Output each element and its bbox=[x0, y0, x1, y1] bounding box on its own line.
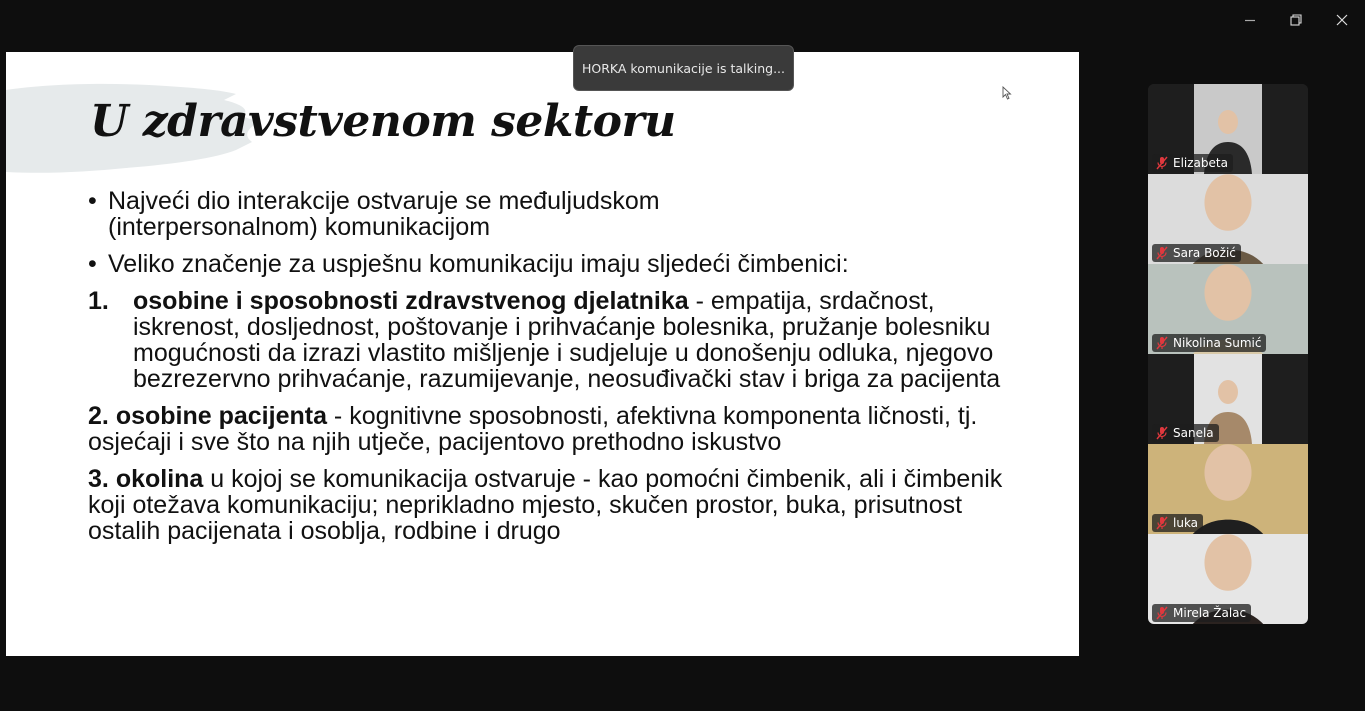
mic-muted-icon bbox=[1156, 606, 1168, 620]
bullet-text: Veliko značenje za uspješnu komunikaciju imaju sljedeći čimbenici: bbox=[108, 250, 849, 278]
item-text bbox=[133, 288, 1018, 392]
item-heading: osobine pacijenta bbox=[115, 402, 327, 430]
mouse-cursor-icon bbox=[1002, 86, 1012, 100]
mic-muted-icon bbox=[1156, 516, 1168, 530]
participant-name-tag bbox=[1152, 604, 1251, 622]
item-description: - kognitivne sposobnosti, afektivna komponenta ličnosti, tj. osjećaji i sve što na njih utječe, pacijentovo prethodno iskustvo bbox=[88, 402, 978, 456]
bullet-text bbox=[108, 188, 660, 240]
bullet-line: (interpersonalnom) komunikacijom bbox=[108, 213, 491, 241]
participant-tile[interactable] bbox=[1148, 444, 1308, 534]
item-number: 2. bbox=[88, 402, 109, 430]
active-speaker-toast bbox=[573, 45, 794, 91]
slide-title: U zdravstvenom sektoru bbox=[90, 96, 676, 147]
participant-tile[interactable] bbox=[1148, 534, 1308, 624]
participant-name-tag bbox=[1152, 154, 1233, 172]
minimize-icon bbox=[1244, 14, 1256, 26]
close-button[interactable] bbox=[1319, 0, 1365, 40]
item-description: - empatija, srdačnost, iskrenost, dosljednost, poštovanje i prihvaćanje bolesnika, pružanje bolesniku mogućnosti da izrazi vlastito mišljenje i sudjeluje u donošenju odluka, njegovo bezrezervno prihvaćanje, razumijevanje, neosuđivački stav i briga za pacijenta bbox=[133, 287, 1001, 393]
bullet-dot: • bbox=[88, 187, 97, 215]
item-heading: osobine i sposobnosti zdravstvenog djelatnika bbox=[133, 287, 689, 315]
item-number: 1. bbox=[88, 287, 109, 315]
participant-tile[interactable] bbox=[1148, 174, 1308, 264]
participant-tile[interactable] bbox=[1148, 84, 1308, 174]
participant-tile[interactable] bbox=[1148, 264, 1308, 354]
window-controls bbox=[1227, 0, 1365, 40]
participant-name: Elizabeta bbox=[1173, 156, 1228, 170]
numbered-item bbox=[88, 288, 1018, 392]
bullet-line: Najveći dio interakcije ostvaruje se međuljudskom bbox=[108, 187, 660, 215]
participant-gallery[interactable] bbox=[1148, 84, 1308, 624]
numbered-item bbox=[88, 466, 1018, 544]
numbered-item bbox=[88, 403, 1018, 455]
mic-muted-icon bbox=[1156, 246, 1168, 260]
restore-icon bbox=[1290, 14, 1302, 26]
participant-name: Sara Božić bbox=[1173, 246, 1236, 260]
participant-name-tag bbox=[1152, 334, 1266, 352]
participant-name: luka bbox=[1173, 516, 1199, 530]
bullet-dot: • bbox=[88, 250, 97, 278]
participant-name-tag bbox=[1152, 244, 1241, 262]
restore-button[interactable] bbox=[1273, 0, 1319, 40]
participant-name-tag bbox=[1152, 514, 1203, 532]
shared-screen-slide bbox=[6, 52, 1079, 656]
participant-name-tag bbox=[1152, 424, 1219, 442]
mic-muted-icon bbox=[1156, 336, 1168, 350]
participant-name: Mirela Žalac bbox=[1173, 606, 1247, 620]
participant-name: Nikolina Sumić bbox=[1173, 336, 1262, 350]
minimize-button[interactable] bbox=[1227, 0, 1273, 40]
item-number: 3. bbox=[88, 465, 109, 493]
bullet-point bbox=[88, 251, 1018, 277]
mic-muted-icon bbox=[1156, 426, 1168, 440]
mic-muted-icon bbox=[1156, 156, 1168, 170]
participant-name: Sanela bbox=[1173, 426, 1214, 440]
item-heading: okolina bbox=[115, 465, 204, 493]
close-icon bbox=[1336, 14, 1348, 26]
bullet-point bbox=[88, 188, 1018, 240]
slide-body bbox=[88, 188, 1018, 555]
participant-tile[interactable] bbox=[1148, 354, 1308, 444]
item-description: u kojoj se komunikacija ostvaruje - kao pomoćni čimbenik, ali i čimbenik koji otežava komunikaciju; neprikladno mjesto, skučen prostor, buka, prisutnost ostalih pacijenata i osoblja, rodbine i drugo bbox=[88, 465, 1003, 545]
active-speaker-text: HORKA komunikacije is talking... bbox=[581, 60, 785, 76]
